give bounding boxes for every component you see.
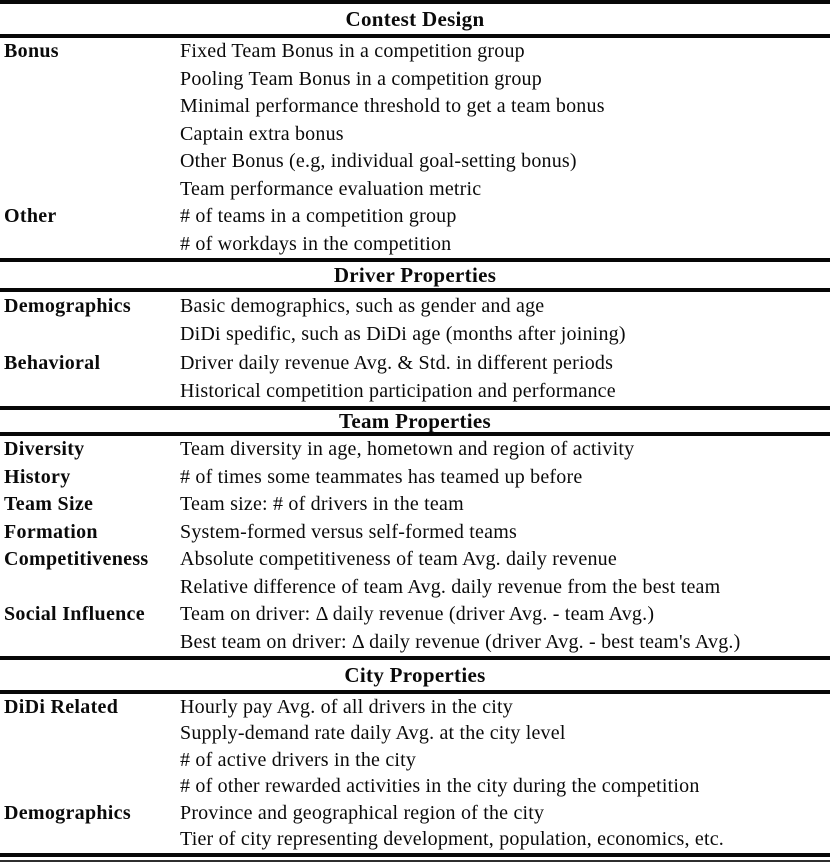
row-category-label: Competitiveness xyxy=(4,548,149,571)
row-description: Hourly pay Avg. of all drivers in the city xyxy=(180,695,513,718)
table-row xyxy=(0,694,830,721)
table-row xyxy=(0,747,830,774)
table-row xyxy=(0,721,830,748)
row-category-label: Demographics xyxy=(4,294,131,317)
table-row xyxy=(0,629,830,657)
row-description: Supply-demand rate daily Avg. at the city level xyxy=(180,722,566,745)
row-description: Best team on driver: Δ daily revenue (driver Avg. - best team's Avg.) xyxy=(180,630,741,653)
row-category-label: Behavioral xyxy=(4,351,101,374)
table-row xyxy=(0,203,830,231)
bottom-rule-thin xyxy=(0,860,830,862)
row-description: Fixed Team Bonus in a competition group xyxy=(180,40,525,63)
section-header-contest-design: Contest Design xyxy=(345,6,485,31)
row-description: # of active drivers in the city xyxy=(180,748,417,771)
table-row xyxy=(0,774,830,801)
section-contest-design xyxy=(0,38,830,258)
table-row xyxy=(0,491,830,519)
row-description: # of times some teammates has teamed up before xyxy=(180,465,583,488)
table-row xyxy=(0,574,830,602)
table-row xyxy=(0,66,830,94)
row-description: # of teams in a competition group xyxy=(180,205,457,228)
row-description: Driver daily revenue Avg. & Std. in different periods xyxy=(180,351,614,374)
row-description: System-formed versus self-formed teams xyxy=(180,520,517,543)
bottom-rule-thick xyxy=(0,853,830,857)
row-description: Other Bonus (e.g, individual goal-setting bonus) xyxy=(180,150,577,173)
row-description: Captain extra bonus xyxy=(180,122,344,145)
row-description: Pooling Team Bonus in a competition group xyxy=(180,67,542,90)
row-description: Team size: # of drivers in the team xyxy=(180,493,464,516)
table-row xyxy=(0,464,830,492)
table-row xyxy=(0,292,830,321)
row-description: Absolute competitiveness of team Avg. daily revenue xyxy=(180,548,617,571)
row-category-label: Formation xyxy=(4,520,98,543)
row-category-label: Team Size xyxy=(4,493,94,516)
row-description: Relative difference of team Avg. daily revenue from the best team xyxy=(180,575,721,598)
table-row xyxy=(0,601,830,629)
row-description: Province and geographical region of the city xyxy=(180,801,545,824)
table-row xyxy=(0,800,830,827)
row-description: Team on driver: Δ daily revenue (driver Avg. - team Avg.) xyxy=(180,603,655,626)
section-header-driver-properties: Driver Properties xyxy=(333,262,497,287)
section-team-properties xyxy=(0,436,830,656)
row-description: # of workdays in the competition xyxy=(180,232,452,255)
row-category-label: Other xyxy=(4,205,57,228)
table-row xyxy=(0,148,830,176)
table-row xyxy=(0,827,830,854)
section-driver-properties xyxy=(0,292,830,406)
table-row xyxy=(0,436,830,464)
row-category-label: Demographics xyxy=(4,801,131,824)
table-row xyxy=(0,231,830,259)
table-row xyxy=(0,321,830,350)
row-description: # of other rewarded activities in the city during the competition xyxy=(180,775,700,798)
table-row xyxy=(0,38,830,66)
row-description: Minimal performance threshold to get a team bonus xyxy=(180,95,605,118)
row-description: DiDi spedific, such as DiDi age (months after joining) xyxy=(180,323,626,346)
row-category-label: Social Influence xyxy=(4,603,145,626)
row-category-label: Bonus xyxy=(4,40,59,63)
table-row xyxy=(0,93,830,121)
row-description: Team diversity in age, hometown and region of activity xyxy=(180,438,635,461)
table-row xyxy=(0,121,830,149)
section-header-team-properties: Team Properties xyxy=(338,408,492,433)
row-description: Basic demographics, such as gender and age xyxy=(180,294,545,317)
table-row xyxy=(0,546,830,574)
row-description: Tier of city representing development, population, economics, etc. xyxy=(180,828,724,851)
table-row xyxy=(0,349,830,378)
table-row xyxy=(0,378,830,407)
table-row xyxy=(0,176,830,204)
row-description: Team performance evaluation metric xyxy=(180,177,482,200)
section-header-city-properties: City Properties xyxy=(344,662,486,687)
table-row xyxy=(0,519,830,547)
row-description: Historical competition participation and performance xyxy=(180,380,616,403)
row-category-label: DiDi Related xyxy=(4,695,119,718)
row-category-label: Diversity xyxy=(4,438,85,461)
section-city-properties xyxy=(0,694,830,853)
row-category-label: History xyxy=(4,465,71,488)
